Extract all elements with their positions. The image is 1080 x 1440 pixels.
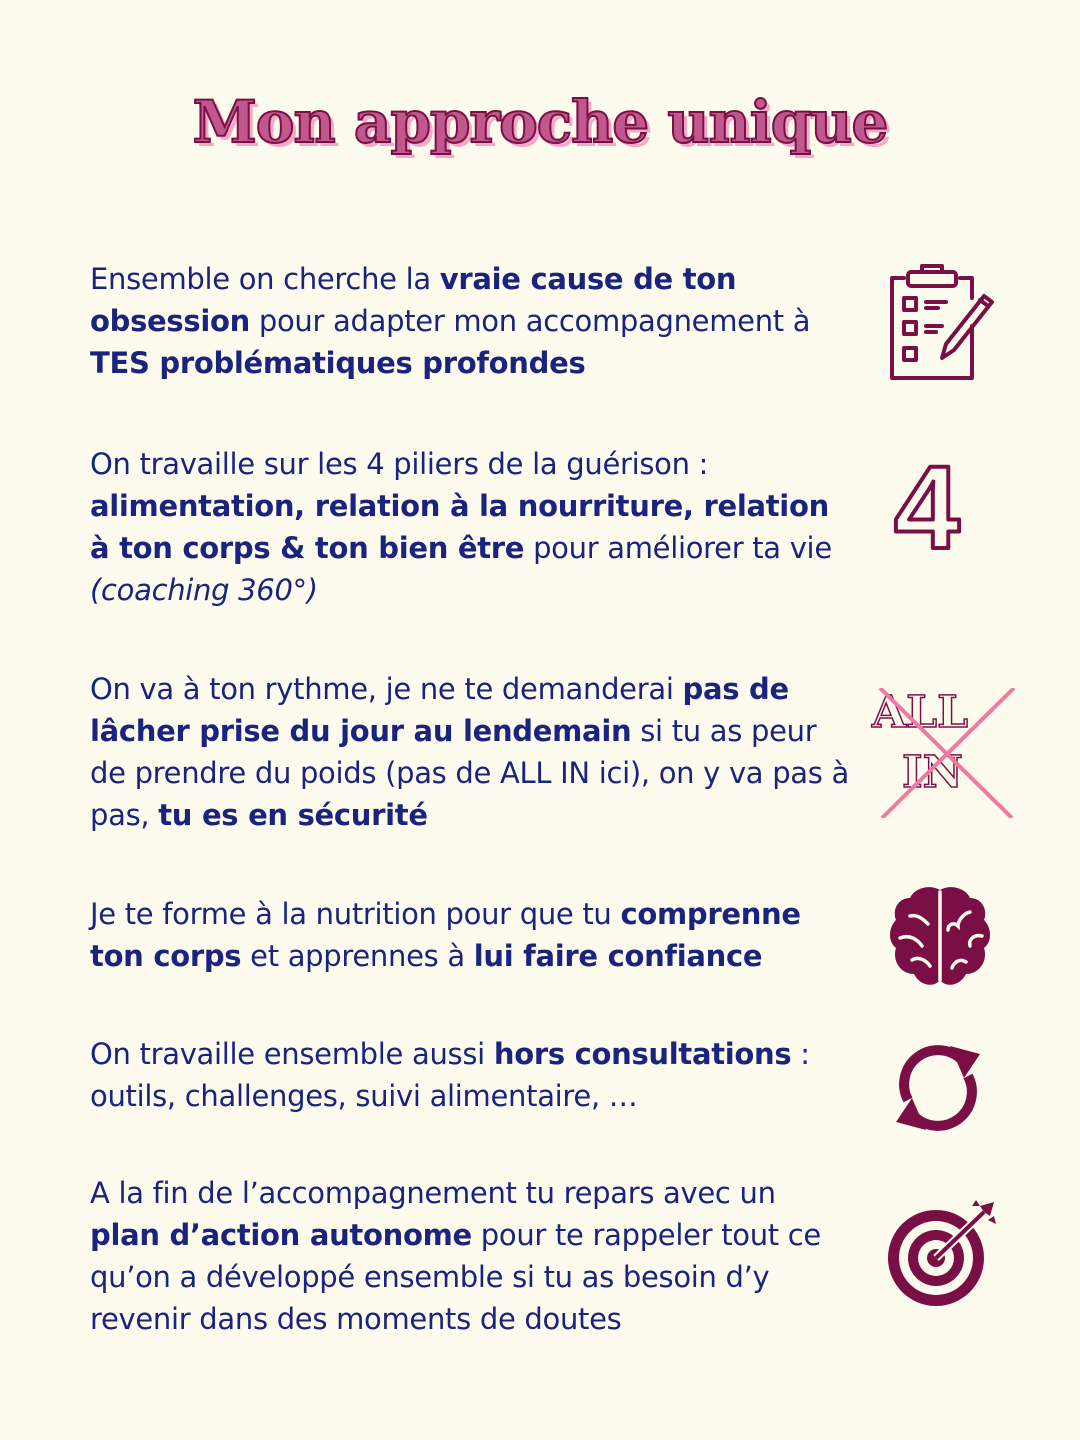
bold-text: lui faire confiance — [473, 939, 763, 973]
brain-icon — [886, 882, 996, 992]
target-arrow-icon — [884, 1198, 998, 1312]
item-nutrition-training — [90, 893, 850, 977]
bold-text: hors consultations — [493, 1037, 792, 1071]
page-title: Mon approche unique — [192, 88, 888, 156]
bold-text: pas de lâcher prise du jour au lendemain — [90, 672, 789, 748]
bold-text: alimentation, relation à la nourriture, relation à ton corps & ton bien être — [90, 489, 829, 565]
item-four-pillars — [90, 443, 850, 611]
item-own-pace — [90, 668, 850, 836]
body-text: A la fin de l’accompagnement tu repars avec un — [90, 1176, 776, 1210]
bold-text: comprenne ton corps — [90, 897, 801, 973]
body-text: si tu as peur de prendre du poids (pas de ALL IN ici), on y va pas à pas, — [90, 714, 849, 832]
all-in-crossed-icon — [872, 688, 1022, 818]
all-in-line-1: ALL — [872, 687, 969, 738]
body-text: On travaille sur les 4 piliers de la guérison : — [90, 447, 709, 481]
bold-text: TES problématiques profondes — [90, 346, 586, 380]
body-text: Je te forme à la nutrition pour que tu — [90, 897, 621, 931]
body-text: et apprennes à — [241, 939, 474, 973]
body-text: pour adapter mon accompagnement à — [249, 304, 811, 338]
all-in-line-2: IN — [902, 747, 963, 798]
body-text: : outils, challenges, suivi alimentaire, … — [90, 1037, 810, 1113]
bold-text: vraie cause de ton obsession — [90, 262, 737, 338]
bold-text: tu es en sécurité — [158, 798, 428, 832]
body-text: On va à ton rythme, je ne te demanderai — [90, 672, 683, 706]
item-action-plan — [90, 1172, 850, 1340]
item-outside-consultations — [90, 1033, 850, 1117]
svg-text:4: 4 — [894, 450, 960, 560]
body-text: pour te rappeler tout ce qu’on a développé ensemble si tu as besoin d’y revenir dans des moments de doutes — [90, 1218, 821, 1336]
body-text: On travaille ensemble aussi — [90, 1037, 494, 1071]
refresh-cycle-icon — [888, 1038, 988, 1138]
clipboard-checklist-icon — [884, 262, 996, 384]
italic-text: (coaching 360°) — [90, 573, 318, 607]
number-four-icon — [872, 450, 982, 560]
bold-text: plan d’action autonome — [90, 1218, 472, 1252]
body-text: pour améliorer ta vie — [524, 531, 832, 565]
item-root-cause — [90, 258, 850, 384]
body-text: Ensemble on cherche la — [90, 262, 440, 296]
